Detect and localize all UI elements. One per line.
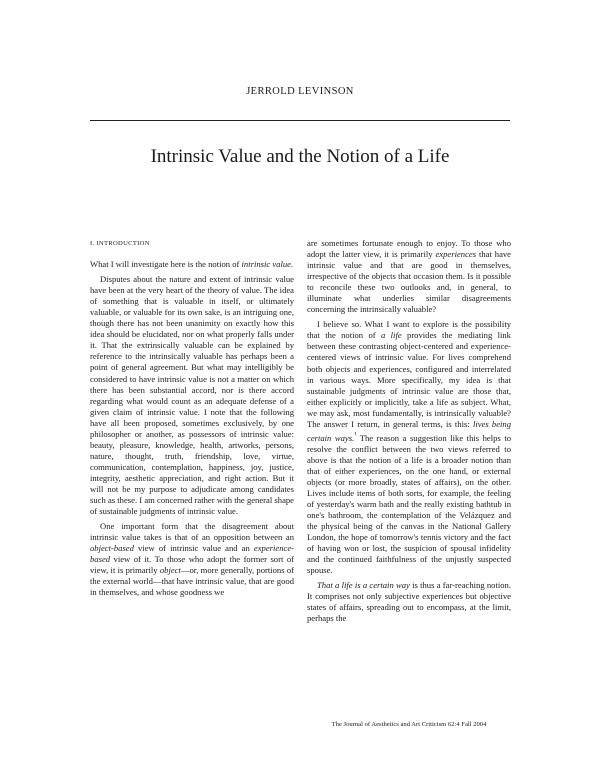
text-run: What I will investigate here is the notion of <box>90 259 242 270</box>
paragraph-3 <box>90 521 294 598</box>
italic-run: lives being certain ways. <box>307 418 511 443</box>
paragraph-2: Disputes about the nature and extent of intrinsic value have been at the very heart of the theory of value. The idea of something that is valuable in itself, or ultimately valuable, or valuable for its own sake, is an intriguing one, though there has not been unanimity on exactly how this idea should be elucidated, nor on what properly falls under it. That the extrinsically valuable can be explained by reference to the intrinsically valuable has perhaps been a point of general agreement. But what may intelligibly be considered to have intrinsic value is not a matter on which there has been substantial accord, nor is there accord regarding what would count as an adequate defense of a given claim of intrinsic value. I note that the following have all been proposed, sometimes exclusively, by one philosopher or another, as possessors of intrinsic value: beauty, pleasure, knowledge, health, artworks, persons, nature, thought, truth, friendship, love, virtue, communication, contemplation, happiness, joy, justice, integrity, aesthetic appreciation, and right action. But it will not be my purpose to adjudicate among candidates such as these. I am concerned rather with the general shape of sustainable judgments of intrinsic value. <box>90 274 294 517</box>
paragraph-6 <box>307 580 511 624</box>
article-title: Intrinsic Value and the Notion of a Life <box>150 146 450 167</box>
journal-footer: The Journal of Aesthetics and Art Criticism 62:4 Fall 2004 <box>331 721 487 728</box>
footnote-marker[interactable]: ¹ <box>354 430 357 439</box>
italic-run: object-based <box>90 543 134 554</box>
text-run: view of intrinsic value and an <box>133 543 254 554</box>
text-run: I believe so. What I want to explore is the possibility that the notion of <box>307 319 511 341</box>
italic-run: experiences <box>435 249 477 260</box>
italic-run: experience-based <box>90 543 294 565</box>
author-name: JERROLD LEVINSON <box>246 86 354 97</box>
text-run: One important form that the disagreement about intrinsic value takes is that of an opposition between an <box>90 521 294 543</box>
italic-run: intrinsic value. <box>241 259 294 270</box>
text-run: are sometimes fortunate enough to enjoy. To those who adopt the latter view, it is primarily <box>307 238 511 260</box>
section-heading: I. INTRODUCTION <box>90 240 150 247</box>
text-run: The reason a suggestion like this helps to resolve the conflict between the two views referred to above is that the notion of a life is a broader notion than that of either experiences, on the one hand, or external objects (or more broadly, states of affairs), on the other. Lives include items of both sorts, for example, the feeling of yesterday's warm bath and the really existing bathtub in one's bathroom, the contemplation of the Velázquez and the physical being of the canvas in the National Gallery London, the hope of tomorrow's tennis victory and the fact of having won or lost, the suspicion of spousal infidelity and the continued faithfulness of the unjustly suspected spouse. <box>307 432 511 576</box>
text-run: is thus a far-reaching notion. It comprises not only subjective experiences but objective states of affairs, spreading out to encompass, at the limit, perhaps the <box>307 580 511 624</box>
left-column <box>90 238 294 598</box>
text-run: provides the mediating link between these contrasting object-centered and experience-centered views of intrinsic value. For lives comprehend both objects and experiences, configured and interrelated in various ways. More specifically, my idea is that sustainable judgments of intrinsic value are those that, either explicitly or implicitly, take a life as subject. What, we may ask, most fundamentally, is intrinsically valuable? The answer I return, in general terms, is this: <box>307 330 511 429</box>
text-run: view of it. To those who adopt the former sort of view, it is primarily <box>90 554 294 576</box>
text-run: that have intrinsic value and that are good in themselves, irrespective of the objects that occasion them. Is it possible to reconcile these two outlooks and, in general, to illuminate what underlies similar disagreements concerning the intrinsically valuable? <box>307 249 511 315</box>
italic-run: a life <box>381 330 402 341</box>
right-column <box>307 238 511 624</box>
paragraph-1 <box>90 259 294 270</box>
paragraph-4 <box>307 238 511 315</box>
italic-run: That a life is a certain way <box>317 580 410 591</box>
header-rule <box>90 120 510 121</box>
text-run: —or, more generally, portions of the external world—that have intrinsic value, that are good in themselves, and whose goodness we <box>90 565 295 598</box>
paragraph-5 <box>307 319 511 576</box>
italic-run: object <box>159 565 181 576</box>
